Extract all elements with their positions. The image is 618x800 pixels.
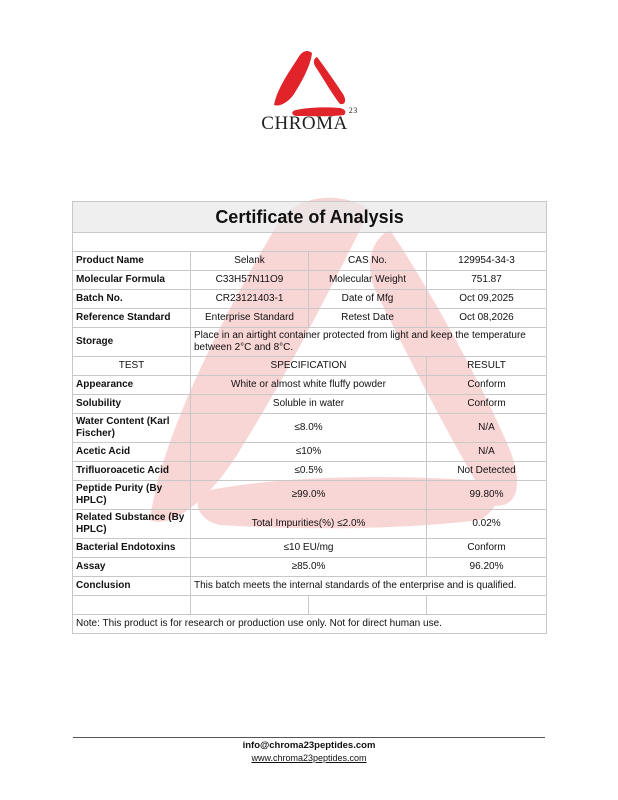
- mw-label: Molecular Weight: [309, 271, 427, 290]
- mfg-value: Oct 09,2025: [427, 290, 547, 309]
- table-row: [73, 376, 547, 395]
- ref-value: Enterprise Standard: [191, 309, 309, 328]
- test-spec: ≤0.5%: [191, 462, 427, 481]
- table-row: [73, 539, 547, 558]
- test-spec: Total Impurities(%) ≤2.0%: [191, 510, 427, 539]
- formula-label: Molecular Formula: [73, 271, 191, 290]
- footer-divider: [73, 737, 545, 738]
- footer-website-link[interactable]: www.chroma23peptides.com: [251, 753, 367, 763]
- brand-name: CHROMA: [261, 113, 348, 134]
- batch-label: Batch No.: [73, 290, 191, 309]
- storage-label: Storage: [73, 328, 191, 357]
- batch-value: CR23121403-1: [191, 290, 309, 309]
- storage-value: Place in an airtight container protected from light and keep the temperature between 2°C and 8°C.: [191, 328, 547, 357]
- conclusion-value: This batch meets the internal standards of the enterprise and is qualified.: [191, 577, 547, 596]
- test-name: Trifluoroacetic Acid: [73, 462, 191, 481]
- cas-label: CAS No.: [309, 252, 427, 271]
- product-name-value: Selank: [191, 252, 309, 271]
- table-row: [73, 481, 547, 510]
- table-row: [73, 558, 547, 577]
- certificate-table: [72, 201, 547, 634]
- formula-value: C33H57N11O9: [191, 271, 309, 290]
- test-name: Assay: [73, 558, 191, 577]
- certificate-title: Certificate of Analysis: [73, 202, 547, 233]
- test-spec: ≥85.0%: [191, 558, 427, 577]
- test-name: Acetic Acid: [73, 443, 191, 462]
- test-name: Peptide Purity (By HPLC): [73, 481, 191, 510]
- test-name: Related Substance (By HPLC): [73, 510, 191, 539]
- test-result: N/A: [427, 414, 547, 443]
- mfg-label: Date of Mfg: [309, 290, 427, 309]
- table-row: [73, 443, 547, 462]
- test-result: Not Detected: [427, 462, 547, 481]
- test-spec: ≤10%: [191, 443, 427, 462]
- test-spec: ≤8.0%: [191, 414, 427, 443]
- table-row: [73, 510, 547, 539]
- retest-label: Retest Date: [309, 309, 427, 328]
- table-row: [73, 462, 547, 481]
- test-name: Water Content (Karl Fischer): [73, 414, 191, 443]
- table-row: [73, 414, 547, 443]
- conclusion-label: Conclusion: [73, 577, 191, 596]
- test-name: Appearance: [73, 376, 191, 395]
- test-spec: Soluble in water: [191, 395, 427, 414]
- cas-value: 129954-34-3: [427, 252, 547, 271]
- test-result: Conform: [427, 376, 547, 395]
- test-result: Conform: [427, 539, 547, 558]
- brand-superscript: 23: [348, 105, 358, 115]
- note: Note: This product is for research or production use only. Not for direct human use.: [73, 615, 547, 634]
- retest-value: Oct 08,2026: [427, 309, 547, 328]
- header-spec: SPECIFICATION: [191, 357, 427, 376]
- test-result: 0.02%: [427, 510, 547, 539]
- test-result: 96.20%: [427, 558, 547, 577]
- test-name: Bacterial Endotoxins: [73, 539, 191, 558]
- test-result: N/A: [427, 443, 547, 462]
- header-test: TEST: [73, 357, 191, 376]
- test-result: Conform: [427, 395, 547, 414]
- test-name: Solubility: [73, 395, 191, 414]
- test-spec: ≤10 EU/mg: [191, 539, 427, 558]
- test-spec: ≥99.0%: [191, 481, 427, 510]
- mw-value: 751.87: [427, 271, 547, 290]
- ref-label: Reference Standard: [73, 309, 191, 328]
- header-result: RESULT: [427, 357, 547, 376]
- product-name-label: Product Name: [73, 252, 191, 271]
- test-result: 99.80%: [427, 481, 547, 510]
- footer-email[interactable]: info@chroma23peptides.com: [242, 740, 376, 751]
- test-spec: White or almost white fluffy powder: [191, 376, 427, 395]
- table-row: [73, 395, 547, 414]
